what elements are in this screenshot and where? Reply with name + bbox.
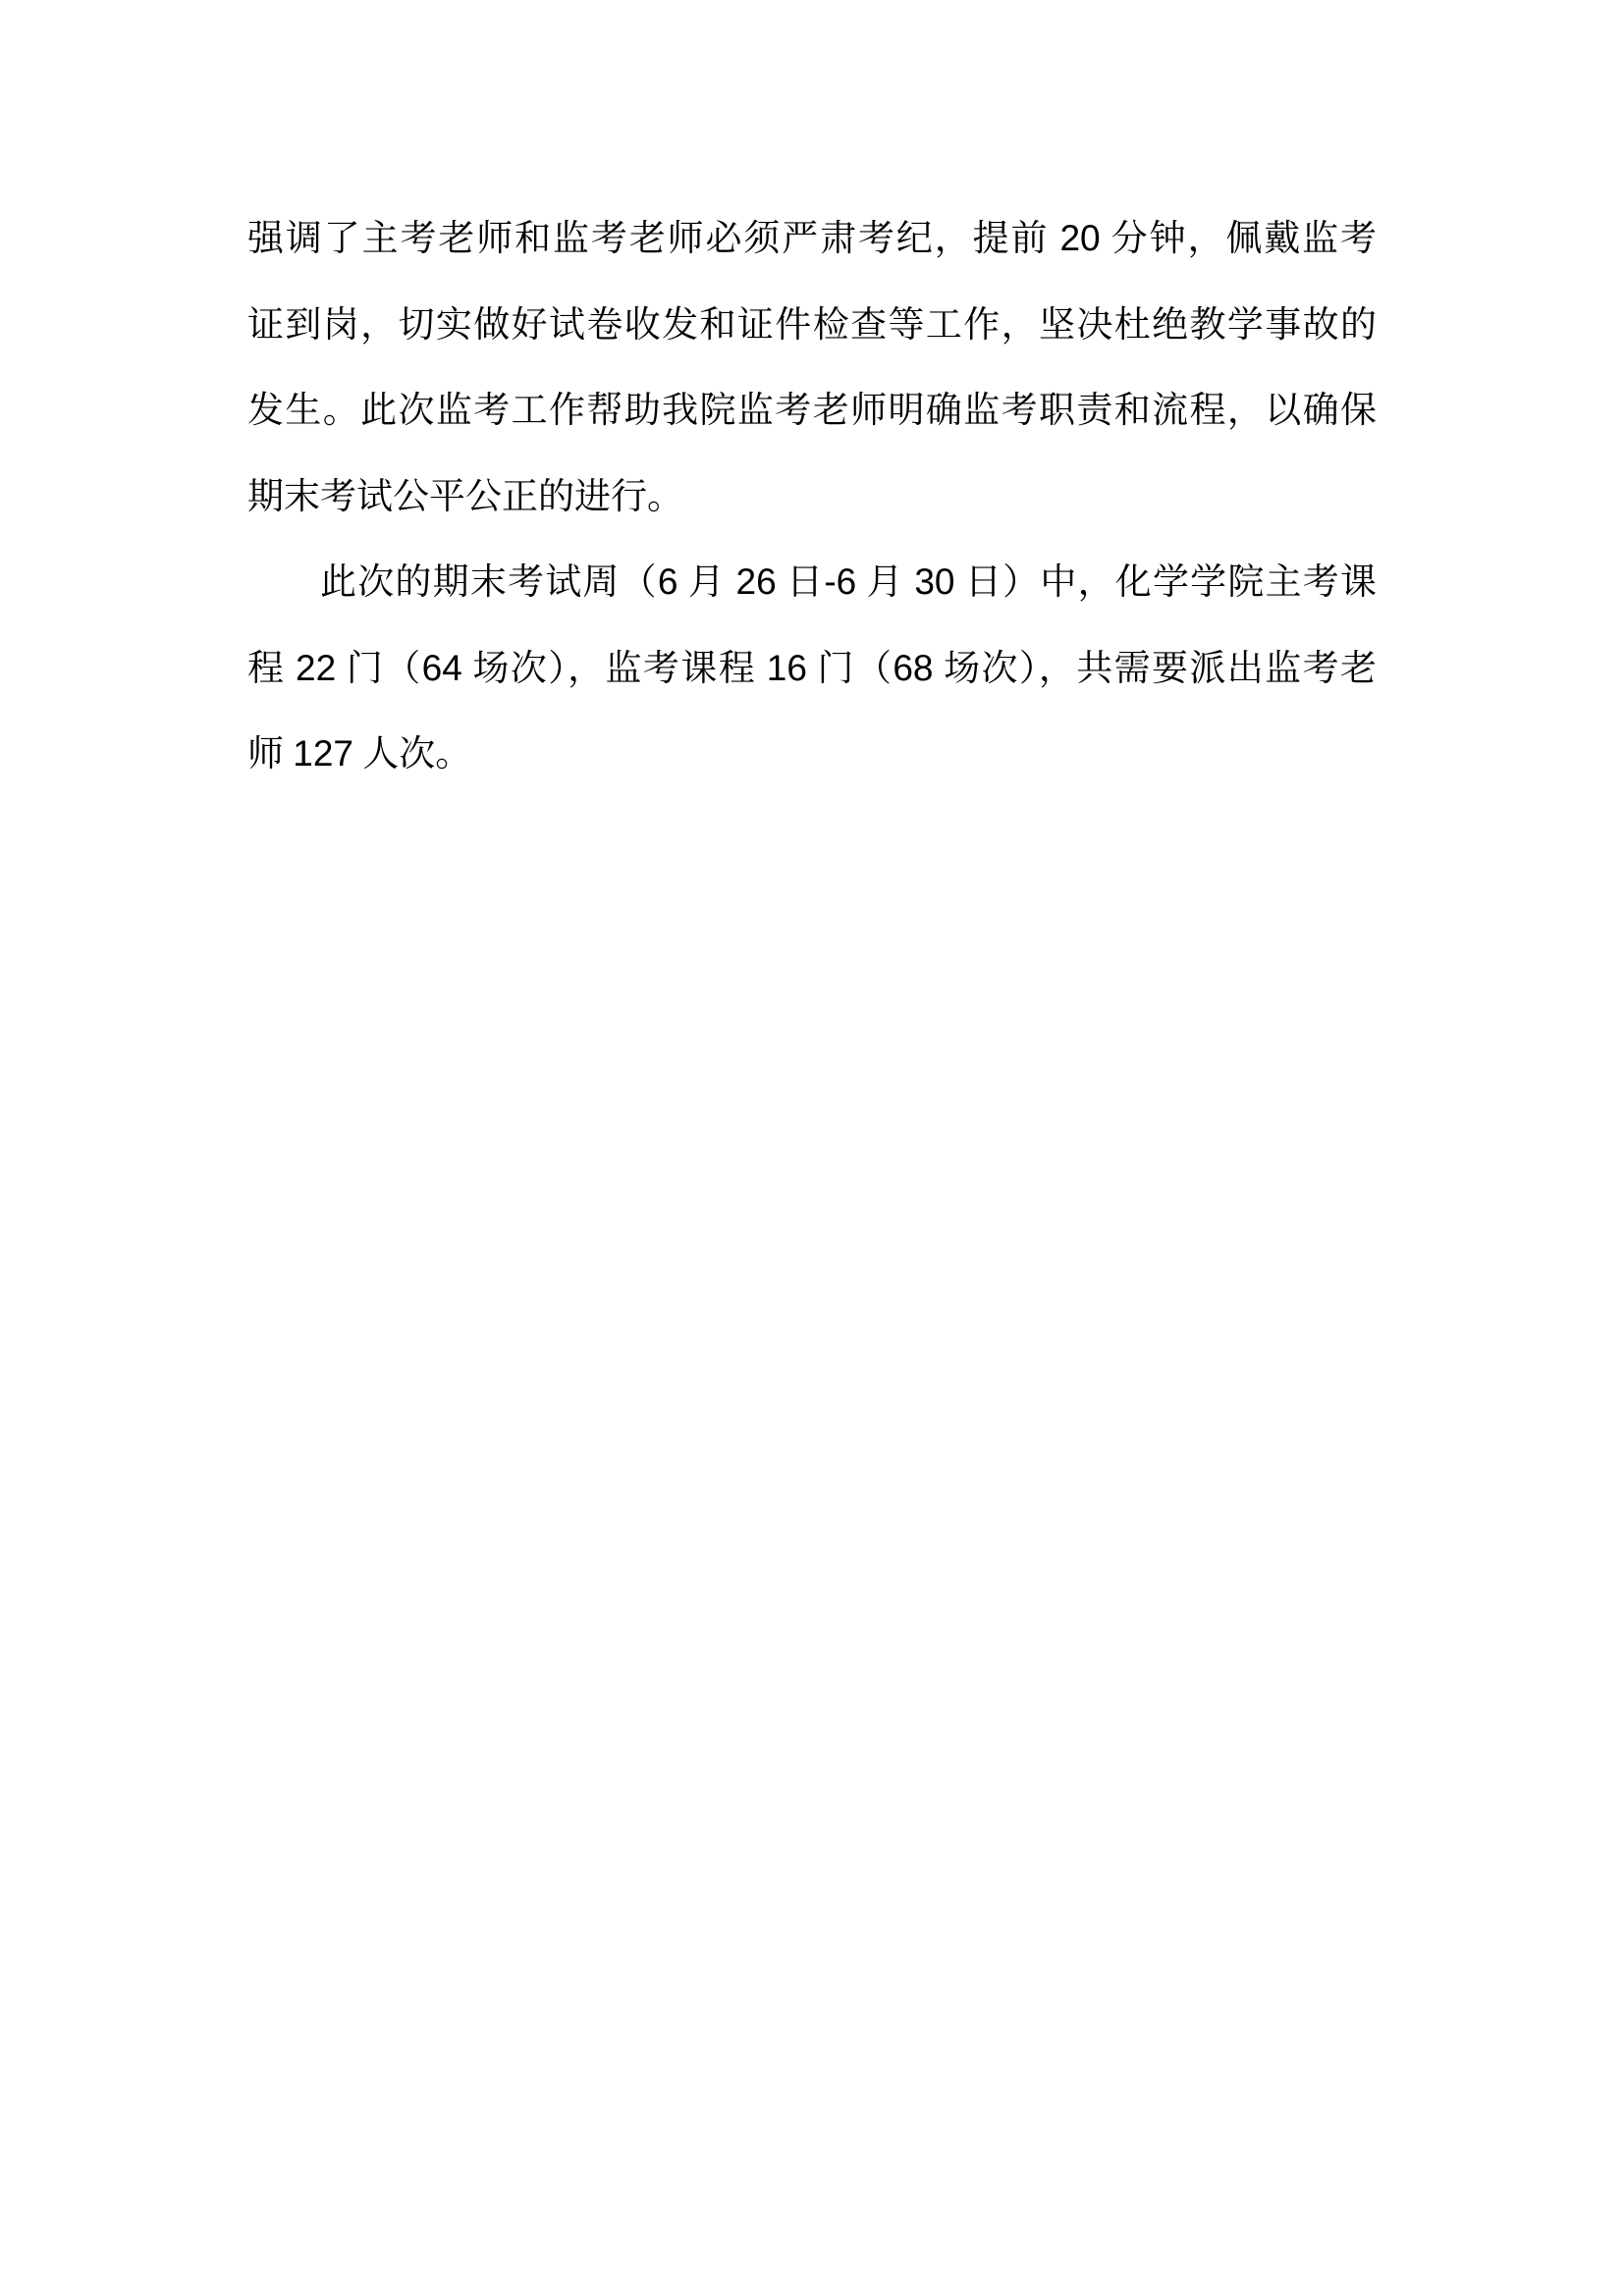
doc-line: 此次的期末考试周（6 月 26 日-6 月 30 日）中，化学学院主考课 — [320, 562, 1377, 603]
doc-line: 期末考试公平公正的进行。 — [247, 476, 683, 517]
doc-line: 师 127 人次。 — [247, 734, 472, 774]
doc-line: 证到岗，切实做好试卷收发和证件检查等工作，坚决杜绝教学事故的 — [247, 304, 1377, 346]
doc-line: 发生。此次监考工作帮助我院监考老师明确监考职责和流程，以确保 — [247, 391, 1377, 431]
doc-line: 程 22 门（64 场次），监考课程 16 门（68 场次），共需要派出监考老 — [247, 648, 1377, 689]
doc-line: 强调了主考老师和监考老师必须严肃考纪，提前 20 分钟，佩戴监考 — [247, 219, 1377, 259]
document-body — [247, 196, 1377, 798]
